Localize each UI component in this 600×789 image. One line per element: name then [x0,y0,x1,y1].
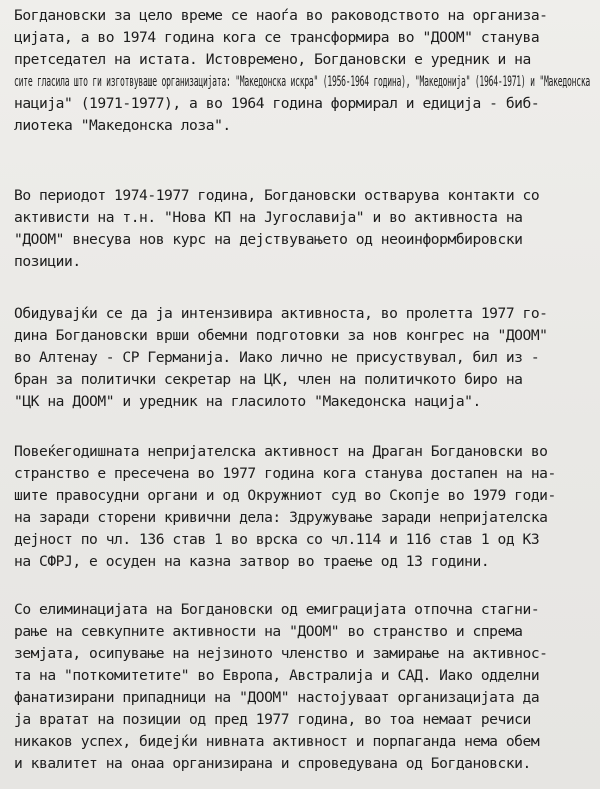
text-line: претседател на истата. Истовремено, Богдановски е уредник и на [14,51,531,68]
paragraph-2 [14,185,590,273]
paragraph-3 [14,303,590,413]
text-line: ја вратат на позиции од пред 1977 година, во тоа немаат речиси [14,711,531,728]
text-line: на СФРЈ, е осуден на казна затвор во траење од 13 години. [14,553,490,570]
text-line: Повеќегодишната непријателска активност на Драган Богдановски во [14,443,548,460]
text-line: позиции. [14,253,81,270]
text-line: никаков успех, бидејќи нивната активност и порпаганда нема обем [14,733,540,750]
text-line: активисти на т.н. "Нова КП на Југославија" и во активноста на [14,209,523,226]
text-line: бран за политички секретар на ЦК, член на политичкото биро на [14,371,523,388]
text-line: земјата, осипување на нејзиното членство и замирање на активнос- [14,645,548,662]
text-line: та на "поткомитетите" во Европа, Австралија и САД. Иако одделни [14,667,540,684]
text-line: "ЦК на ДООМ" и уредник на гласилото "Македонска нација". [14,393,481,410]
text-line: рање на севкупните активности на "ДООМ" во странство и спрема [14,623,523,640]
text-line: дина Богдановски врши обемни подготовки за нов конгрес на "ДООМ" [14,327,548,344]
text-line: дејност по чл. 136 став 1 во врска со чл.114 и 116 став 1 од КЗ [14,531,540,548]
text-line: Со елиминацијата на Богдановски од емиграцијата отпочна стагни- [14,601,540,618]
text-line: шите правосудни органи и од Окружниот суд во Скопје во 1979 годи- [14,487,556,504]
text-line: Во периодот 1974-1977 година, Богдановски остварува контакти со [14,187,540,204]
text-line: лиотека "Македонска лоза". [14,117,231,134]
text-line: сите гласила што ги изготвуваше организацијата: "Македонска искра" (1956-1964 година), "Македонија" (1964-1971) и "Македонска [14,73,591,90]
text-line: и квалитет на онаа организирана и спроведувана од Богдановски. [14,755,531,772]
text-line: Богдановски за цело време се наоѓа во раководството на организа- [14,7,548,24]
text-line: "ДООМ" внесува нов курс на дејствувањето од неоинформбировски [14,231,523,248]
paragraph-4 [14,441,590,573]
text-line: во Алтенау - СР Германија. Иако лично не присуствувал, бил из - [14,349,540,366]
text-line: странство е пресечена во 1977 година кога станува достапен на на- [14,465,556,482]
text-line: фанатизирани припадници на "ДООМ" настојуваат организацијата да [14,689,540,706]
paragraph-1 [14,5,590,137]
text-line: нација" (1971-1977), а во 1964 година формирал и едиција - биб- [14,95,540,112]
text-line: на заради сторени кривични дела: Здружување заради непријателска [14,509,548,526]
paragraph-5 [14,599,590,775]
text-line: цијата, а во 1974 година кога се трансформира во "ДООМ" станува [14,29,540,46]
text-line: Обидувајќи се да ја интензивира активноста, во пролетта 1977 го- [14,305,548,322]
